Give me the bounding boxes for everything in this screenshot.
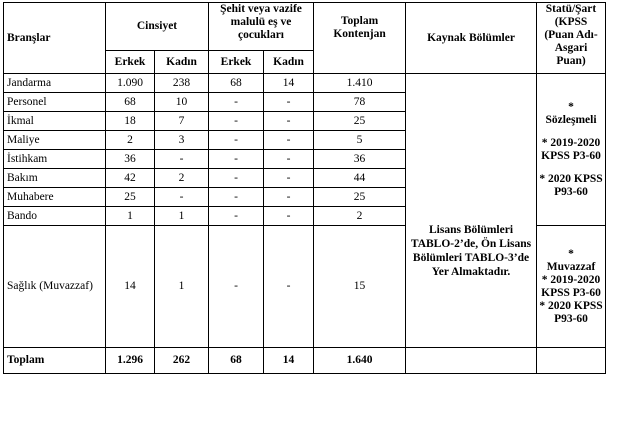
branch-name: Jandarma	[4, 74, 106, 93]
source-departments-text: Lisans Bölümleri TABLO-2’de, Ön Lisans Bölümleri TABLO-3’de Yer Almaktadır.	[406, 74, 537, 348]
totals-label: Toplam	[4, 348, 106, 374]
header-total-quota: Toplam Kontenjan	[314, 3, 406, 74]
female-count: 3	[155, 131, 209, 150]
status-permanent-req1: * 2019-2020 KPSS P3-60	[541, 273, 601, 299]
martyr-male-count: -	[209, 207, 264, 226]
branch-name: İkmal	[4, 112, 106, 131]
header-gender: Cinsiyet	[106, 3, 209, 51]
header-source-departments: Kaynak Bölümler	[406, 3, 537, 74]
martyr-female-count: -	[264, 226, 314, 348]
martyr-female-count: -	[264, 93, 314, 112]
totals-female: 262	[155, 348, 209, 374]
status-permanent-star: *	[568, 247, 574, 260]
status-permanent-req2: * 2020 KPSS P93-60	[539, 299, 603, 325]
totals-male: 1.296	[106, 348, 155, 374]
totals-martyr-male: 68	[209, 348, 264, 374]
header-status-requirement: Statü/Şart (KPSS (Puan Adı-Asgari Puan)	[537, 3, 606, 74]
total-quota: 2	[314, 207, 406, 226]
branch-name: Maliye	[4, 131, 106, 150]
female-count: -	[155, 150, 209, 169]
total-quota: 78	[314, 93, 406, 112]
header-branches: Branşlar	[4, 3, 106, 74]
martyr-female-count: -	[264, 169, 314, 188]
total-quota: 5	[314, 131, 406, 150]
martyr-female-count: -	[264, 112, 314, 131]
male-count: 1	[106, 207, 155, 226]
male-count: 25	[106, 188, 155, 207]
status-contract-type: Sözleşmeli	[545, 113, 597, 126]
status-contract-req1: * 2019-2020 KPSS P3-60	[541, 136, 601, 162]
martyr-female-count: -	[264, 150, 314, 169]
martyr-male-count: -	[209, 150, 264, 169]
branch-name: Muhabere	[4, 188, 106, 207]
martyr-male-count: -	[209, 226, 264, 348]
martyr-female-count: -	[264, 188, 314, 207]
martyr-female-count: 14	[264, 74, 314, 93]
totals-quota: 1.640	[314, 348, 406, 374]
branch-name: Bando	[4, 207, 106, 226]
status-contract-star: *	[568, 100, 574, 113]
branch-name: Personel	[4, 93, 106, 112]
header-male: Erkek	[106, 51, 155, 74]
male-count: 18	[106, 112, 155, 131]
totals-row	[4, 348, 606, 374]
martyr-male-count: -	[209, 188, 264, 207]
male-count: 14	[106, 226, 155, 348]
female-count: 1	[155, 207, 209, 226]
female-count: 10	[155, 93, 209, 112]
martyr-male-count: -	[209, 169, 264, 188]
martyr-male-count: -	[209, 93, 264, 112]
status-permanent-type: Muvazzaf	[546, 260, 596, 273]
martyr-male-count: -	[209, 112, 264, 131]
branch-name: Sağlık (Muvazzaf)	[4, 226, 106, 348]
martyr-male-count: -	[209, 131, 264, 150]
total-quota: 36	[314, 150, 406, 169]
total-quota: 15	[314, 226, 406, 348]
branch-name: İstihkam	[4, 150, 106, 169]
status-contract	[537, 74, 606, 226]
martyr-female-count: -	[264, 131, 314, 150]
header-female: Kadın	[155, 51, 209, 74]
total-quota: 1.410	[314, 74, 406, 93]
female-count: 7	[155, 112, 209, 131]
header-martyr-female: Kadın	[264, 51, 314, 74]
header-martyr-group: Şehit veya vazife malulü eş ve çocukları	[209, 3, 314, 51]
branch-name: Bakım	[4, 169, 106, 188]
totals-martyr-female: 14	[264, 348, 314, 374]
martyr-female-count: -	[264, 207, 314, 226]
female-count: 2	[155, 169, 209, 188]
table-row	[4, 74, 606, 93]
total-quota: 25	[314, 188, 406, 207]
totals-source-empty	[406, 348, 537, 374]
status-contract-req2: * 2020 KPSS P93-60	[539, 172, 603, 198]
male-count: 1.090	[106, 74, 155, 93]
status-permanent	[537, 226, 606, 348]
male-count: 2	[106, 131, 155, 150]
totals-status-empty	[537, 348, 606, 374]
quota-table	[3, 2, 606, 374]
female-count: -	[155, 188, 209, 207]
male-count: 36	[106, 150, 155, 169]
female-count: 1	[155, 226, 209, 348]
header-martyr-male: Erkek	[209, 51, 264, 74]
martyr-male-count: 68	[209, 74, 264, 93]
male-count: 68	[106, 93, 155, 112]
male-count: 42	[106, 169, 155, 188]
total-quota: 44	[314, 169, 406, 188]
female-count: 238	[155, 74, 209, 93]
total-quota: 25	[314, 112, 406, 131]
